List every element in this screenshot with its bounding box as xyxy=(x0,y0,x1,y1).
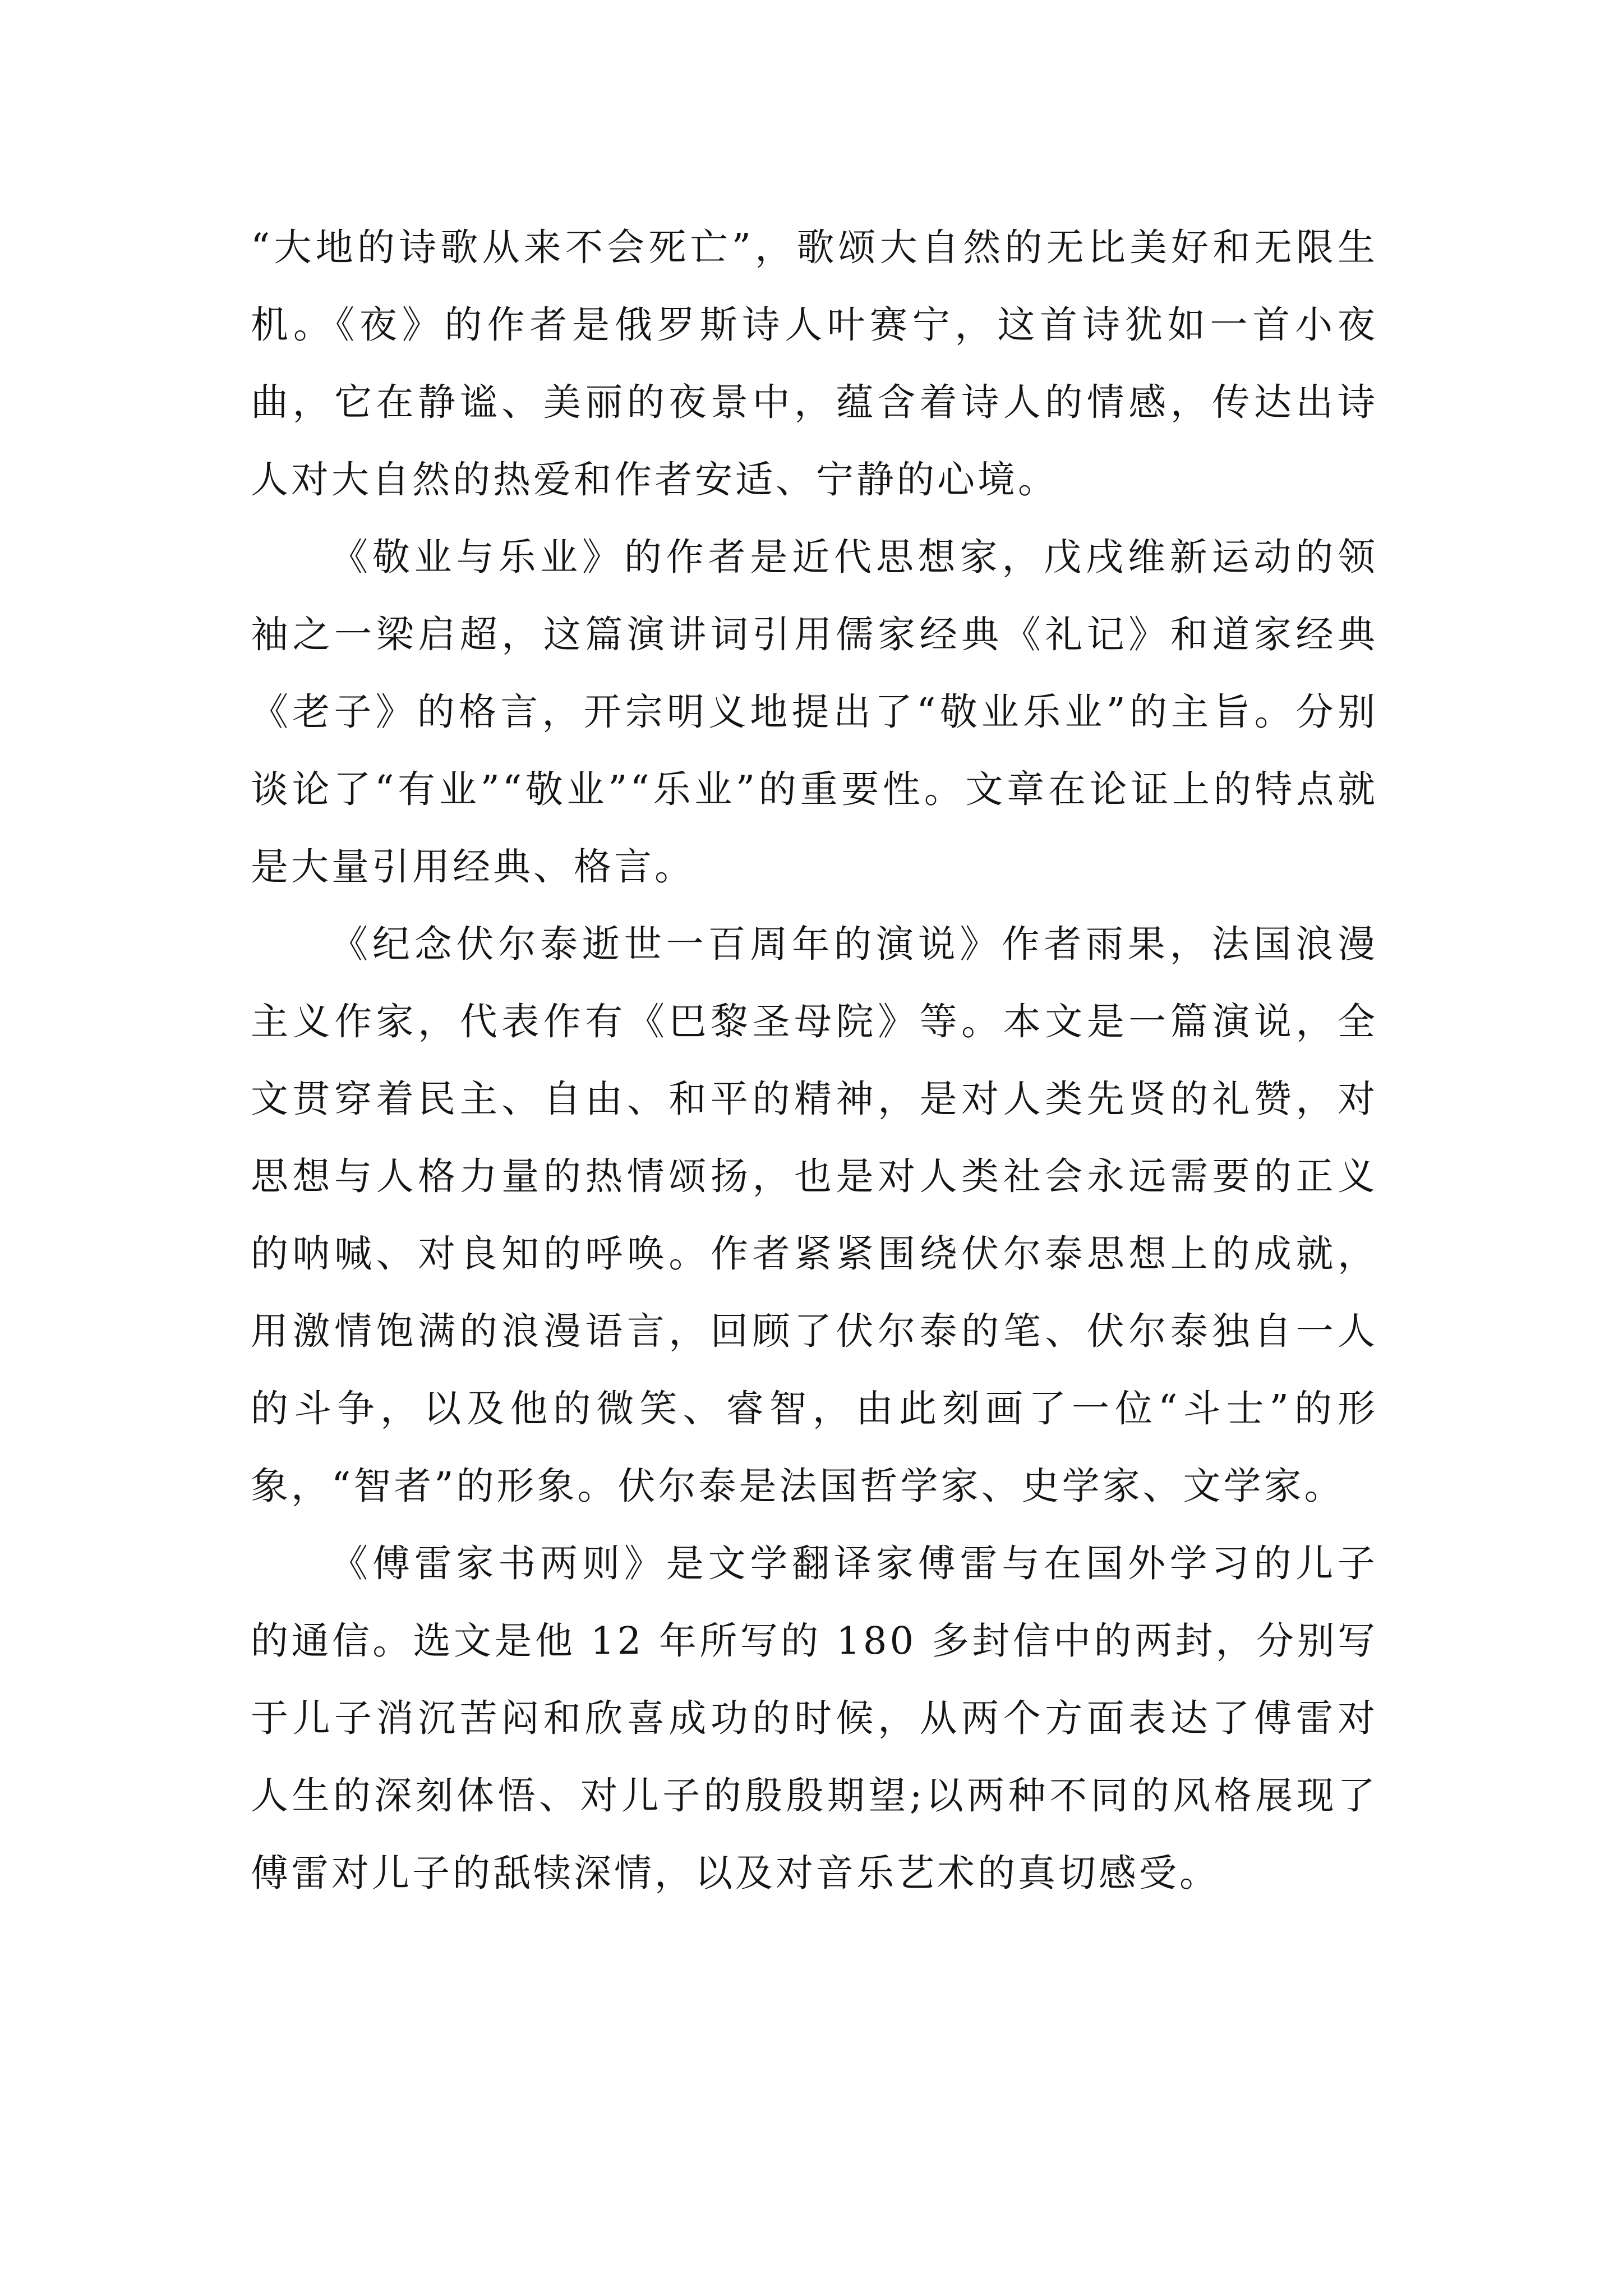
paragraph-continued: “大地的诗歌从来不会死亡”，歌颂大自然的无比美好和无限生机。《夜》的作者是俄罗斯诗人叶赛宁，这首诗犹如一首小夜曲，它在静谧、美丽的夜景中，蕴含着诗人的情感，传达出诗人对大自然的热爱和作者安适、宁静的心境。 xyxy=(251,226,1378,501)
paragraph-voltaire-speech: 《纪念伏尔泰逝世一百周年的演说》作者雨果，法国浪漫主义作家，代表作有《巴黎圣母院》等。本文是一篇演说，全文贯穿着民主、自由、和平的精神，是对人类先贤的礼赞，对思想与人格力量的热情颂扬，也是对人类社会永远需要的正义的呐喊、对良知的呼唤。作者紧紧围绕伏尔泰思想上的成就，用激情饱满的浪漫语言，回顾了伏尔泰的笔、伏尔泰独自一人的斗争，以及他的微笑、睿智，由此刻画了一位“斗士”的形象，“智者”的形象。伏尔泰是法国哲学家、史学家、文学家。 xyxy=(251,922,1378,1508)
paragraph-jingye-yu-leye: 《敬业与乐业》的作者是近代思想家，戊戌维新运动的领袖之一梁启超，这篇演讲词引用儒家经典《礼记》和道家经典《老子》的格言，开宗明义地提出了“敬业乐业”的主旨。分别谈论了“有业”“敬业”“乐业”的重要性。文章在论证上的特点就是大量引用经典、格言。 xyxy=(251,535,1378,889)
document-body xyxy=(251,209,1378,1912)
paragraph-fu-lei-letters: 《傅雷家书两则》是文学翻译家傅雷与在国外学习的儿子的通信。选文是他 12 年所写的 180 多封信中的两封，分别写于儿子消沉苦闷和欣喜成功的时候，从两个方面表达了傅雷对人生的深刻体悟、对儿子的殷殷期望;以两种不同的风格展现了傅雷对儿子的舐犊深情，以及对音乐艺术的真切感受。 xyxy=(251,1542,1378,1895)
